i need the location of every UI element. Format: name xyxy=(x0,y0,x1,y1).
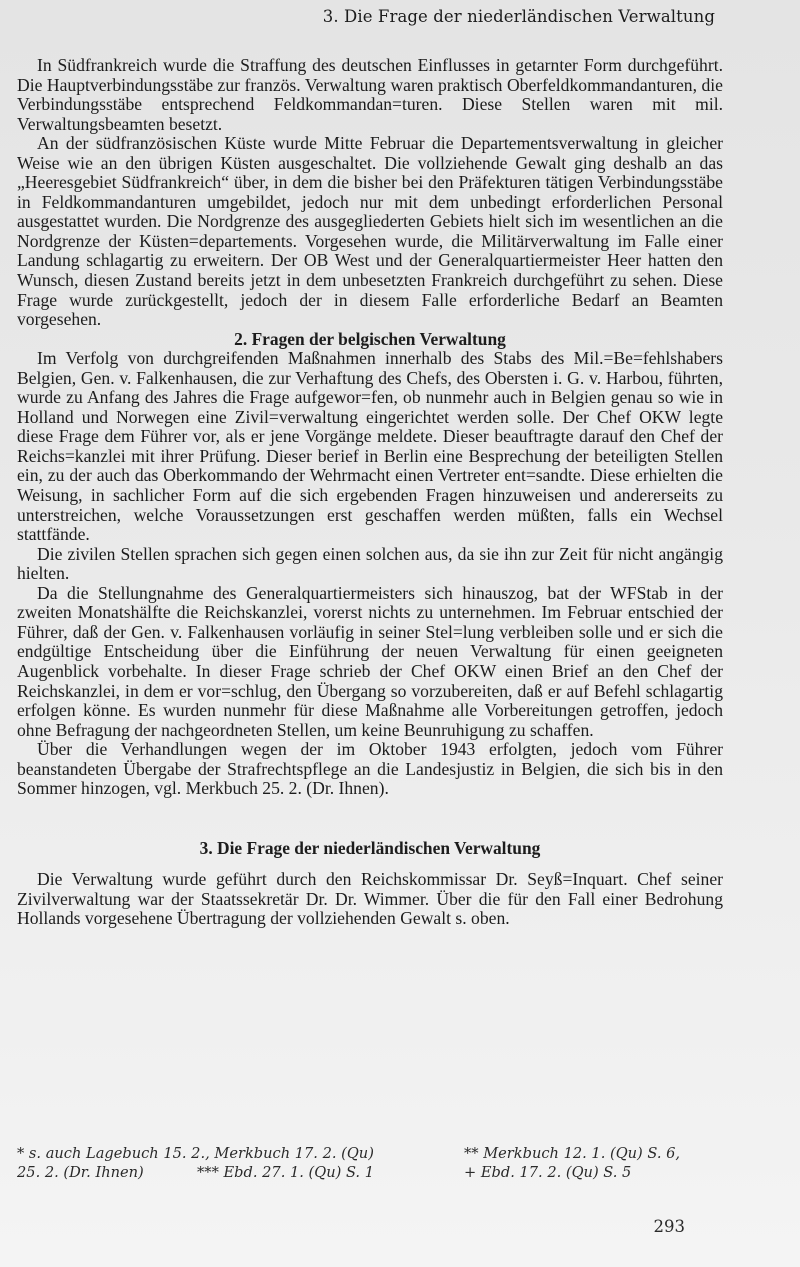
paragraph: In Südfrankreich wurde die Straffung des deutschen Einflusses in getarnter Form durchgeführt. Die Hauptverbindungsstäbe zur französ. Verwaltung waren praktisch Oberfeldkommandanturen, die Verbindungsstäbe entsprechend Feldkommandan=turen. Diese Stellen waren mit mil. Verwaltungsbeamten besetzt. xyxy=(17,55,723,134)
footnote-row xyxy=(17,1163,723,1182)
footnote: *** Ebd. 27. 1. (Qu) S. 1 xyxy=(197,1164,374,1181)
section-heading-belgium: 2. Fragen der belgischen Verwaltung xyxy=(234,328,506,349)
page-number: 293 xyxy=(653,1217,685,1236)
paragraph: Da die Stellungnahme des Generalquartiermeisters sich hinauszog, bat der WFStab in der zweiten Monatshälfte die Reichskanzlei, vorerst nichts zu unternehmen. Im Februar entschied der Führer, daß der Gen. v. Falkenhausen vorläufig in seiner Stel=lung verbleiben solle und er sich die endgültige Entscheidung über die Einführung der neuen Verwaltung für einen geeigneten Augenblick vorbehalte. In dieser Frage schrieb der Chef OKW einen Brief an den Chef der Reichskanzlei, in dem er vor=schlug, den Übergang so vorzubereiten, daß er auf Befehl schlagartig erfolgen könne. Es wurden nunmehr für diese Maßnahme alle Vorbereitungen getroffen, jedoch ohne Befragung der nachgeordneten Stellen, um keine Beunruhigung zu schaffen. xyxy=(17,582,723,740)
footnote: ** Merkbuch 12. 1. (Qu) S. 6, xyxy=(464,1145,681,1162)
body-text xyxy=(17,56,723,929)
running-head: 3. Die Frage der niederländischen Verwaltung xyxy=(322,7,715,26)
paragraph: An der südfranzösischen Küste wurde Mitte Februar die Departementsverwaltung in gleicher Weise wie an den übrigen Küsten ausgeschaltet. Die vollziehende Gewalt ging deshalb an das „Heeresgebiet Südfrankreich“ über, in dem die bisher bei den Präfekturen tätigen Verbindungsstäbe in Feldkommandanturen umgebildet, jedoch nur mit dem unbedingt erforderlichen Personal ausgestattet wurden. Die Nordgrenze des ausgegliederten Gebiets hielt sich im wesentlichen an die Nordgrenze der Küsten=departements. Vorgesehen wurde, die Militärverwaltung im Falle einer Landung schlagartig zu erweitern. Der OB West und der Generalquartiermeister Heer hatten den Wunsch, diesen Zustand bereits jetzt in dem unbesetzten Frankreich durchgeführt zu sehen. Diese Frage wurde zurückgestellt, jedoch der in diesem Falle erforderliche Bedarf an Beamten vorgesehen. xyxy=(17,133,723,330)
section-heading-netherlands: 3. Die Frage der niederländischen Verwaltung xyxy=(199,837,541,858)
paragraph: Über die Verhandlungen wegen der im Oktober 1943 erfolgten, jedoch vom Führer beanstandeten Übergabe der Strafrechtspflege an die Landesjustiz in Belgien, die sich bis in den Sommer hinzogen, vgl. Merkbuch 25. 2. (Dr. Ihnen). xyxy=(17,739,723,799)
footnote: + Ebd. 17. 2. (Qu) S. 5 xyxy=(464,1164,632,1181)
paragraph: Im Verfolg von durchgreifenden Maßnahmen innerhalb des Stabs des Mil.=Be=fehlshabers Belgien, Gen. v. Falkenhausen, die zur Verhaftung des Chefs, des Obersten i. G. v. Harbou, führten, wurde zu Anfang des Jahres die Frage aufgewor=fen, ob nunmehr auch in Belgien genau so wie in Holland und Norwegen eine Zivil=verwaltung eingerichtet werden solle. Der Chef OKW legte diese Frage dem Führer vor, als er jene Vorgänge meldete. Dieser beauftragte darauf den Chef der Reichs=kanzlei mit ihrer Prüfung. Dieser berief in Berlin eine Besprechung der beteiligten Stellen ein, zu der auch das Oberkommando der Wehrmacht einen Vertreter ent=sandte. Diese erhielten die Weisung, in sachlicher Form auf die sich ergebenden Fragen hinzuweisen und andererseits zu unterstreichen, welche Voraussetzungen erst geschaffen werden müßten, falls ein Wechsel stattfände. xyxy=(17,348,723,545)
paragraph: Die zivilen Stellen sprachen sich gegen einen solchen aus, da sie ihn zur Zeit für nicht angängig hielten. xyxy=(17,543,723,584)
footnote: 25. 2. (Dr. Ihnen) xyxy=(17,1164,144,1181)
footnotes xyxy=(17,1144,723,1182)
footnote-row xyxy=(17,1144,723,1163)
paragraph: Die Verwaltung wurde geführt durch den Reichskommissar Dr. Seyß=Inquart. Chef seiner Zivilverwaltung war der Staatssekretär Dr. Dr. Wimmer. Über die für den Fall einer Bedrohung Hollands vorgesehene Übertragung der vollziehenden Gewalt s. oben. xyxy=(17,869,723,929)
footnote: * s. auch Lagebuch 15. 2., Merkbuch 17. 2. (Qu) xyxy=(17,1145,374,1162)
